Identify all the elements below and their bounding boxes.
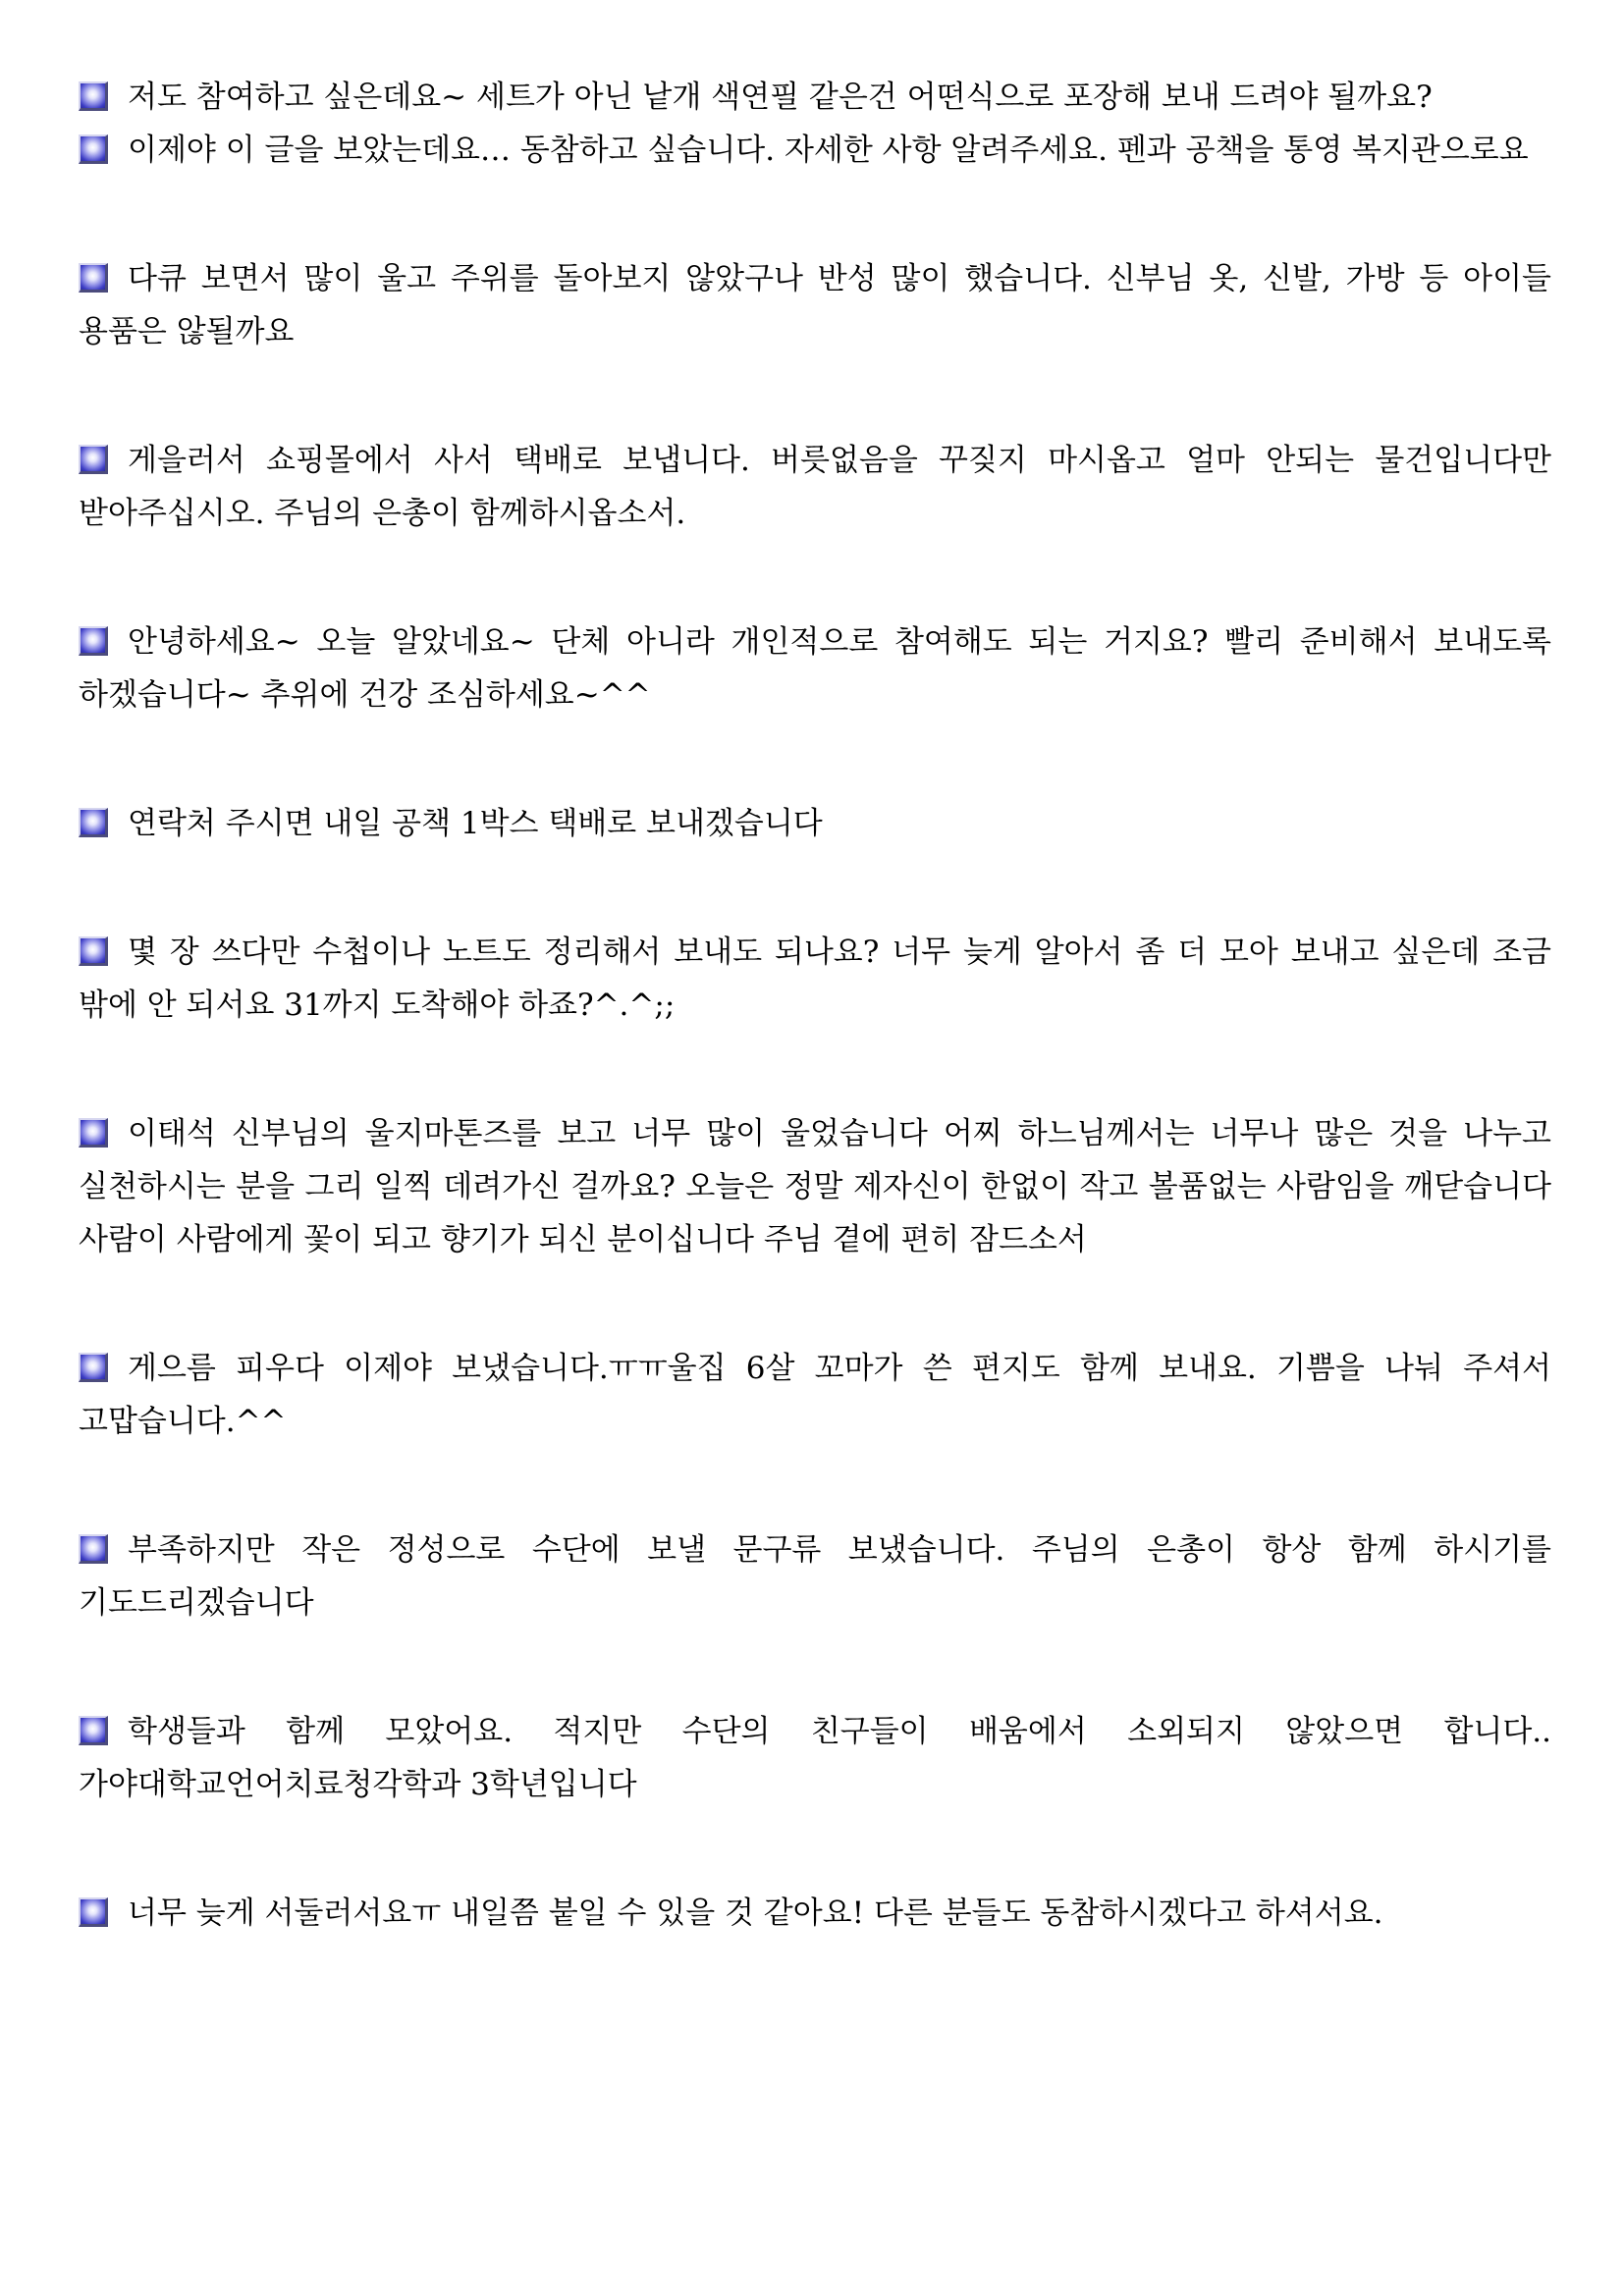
comment-item-5 (79, 615, 1551, 721)
comment-item-4 (79, 434, 1551, 540)
comment-item-6 (79, 797, 1551, 850)
comment-text: 연락처 주시면 내일 공책 1박스 택배로 보내겠습니다 (128, 806, 823, 841)
comment-item-1 (79, 71, 1551, 124)
square-bullet-icon (79, 808, 108, 837)
comment-list (79, 71, 1551, 2015)
comment-text: 안녕하세요~ 오늘 알았네요~ 단체 아니라 개인적으로 참여해도 되는 거지요? 빨리 준비해서 보내도록 하겠습니다~ 추위에 건강 조심하세요~^^ (79, 624, 1551, 713)
comment-text: 너무 늦게 서둘러서요ㅠ 내일쯤 붙일 수 있을 것 같아요! 다른 분들도 동참하시겠다고 하셔서요. (128, 1896, 1383, 1931)
square-bullet-icon (79, 626, 108, 656)
comment-text: 게으름 피우다 이제야 보냈습니다.ㅠㅠ울집 6살 꼬마가 쓴 편지도 함께 보내요. 기쁨을 나눠 주셔서 고맙습니다.^^ (79, 1351, 1551, 1439)
comment-item-10 (79, 1523, 1551, 1629)
square-bullet-icon (79, 936, 108, 966)
comment-item-11 (79, 1705, 1551, 1811)
comment-item-9 (79, 1342, 1551, 1448)
comment-item-12 (79, 1887, 1551, 1940)
comment-text: 게을러서 쇼핑몰에서 사서 택배로 보냅니다. 버릇없음을 꾸짖지 마시옵고 얼마 안되는 물건입니다만 받아주십시오. 주님의 은총이 함께하시옵소서. (79, 443, 1551, 531)
square-bullet-icon (79, 1118, 108, 1148)
square-bullet-icon (79, 1716, 108, 1745)
square-bullet-icon (79, 1353, 108, 1382)
comment-text: 이제야 이 글을 보았는데요… 동참하고 싶습니다. 자세한 사항 알려주세요. 펜과 공책을 통영 복지관으로요 (128, 133, 1529, 168)
comment-item-3 (79, 252, 1551, 358)
comment-text: 다큐 보면서 많이 울고 주위를 돌아보지 않았구나 반성 많이 했습니다. 신부님 옷, 신발, 가방 등 아이들 용품은 않될까요 (79, 261, 1551, 349)
square-bullet-icon (79, 263, 108, 293)
comment-text: 저도 참여하고 싶은데요~ 세트가 아닌 낱개 색연필 같은건 어떤식으로 포장해 보내 드려야 될까요? (128, 80, 1433, 115)
square-bullet-icon (79, 1897, 108, 1927)
comment-text: 이태석 신부님의 울지마톤즈를 보고 너무 많이 울었습니다 어찌 하느님께서는 너무나 많은 것을 나누고 실천하시는 분을 그리 일찍 데려가신 걸까요? 오늘은 정말 제자신이 한없이 작고 볼품없는 사람임을 깨닫습니다 사람이 사람에게 꽃이 되고 향기가 되신 분이십니다 주님 곁에 편히 잠드소서 (79, 1116, 1551, 1257)
square-bullet-icon (79, 81, 108, 111)
comment-item-8 (79, 1107, 1551, 1266)
square-bullet-icon (79, 1534, 108, 1564)
comment-text: 부족하지만 작은 정성으로 수단에 보낼 문구류 보냈습니다. 주님의 은총이 항상 함께 하시기를 기도드리겠습니다 (79, 1532, 1551, 1621)
square-bullet-icon (79, 445, 108, 474)
comment-item-7 (79, 926, 1551, 1032)
comment-text: 학생들과 함께 모았어요. 적지만 수단의 친구들이 배움에서 소외되지 않았으면 합니다.. 가야대학교언어치료청각학과 3학년입니다 (79, 1714, 1551, 1802)
comment-text: 몇 장 쓰다만 수첩이나 노트도 정리해서 보내도 되나요? 너무 늦게 알아서 좀 더 모아 보내고 싶은데 조금 밖에 안 되서요 31까지 도착해야 하죠?^.^;; (79, 934, 1551, 1023)
comment-item-2 (79, 124, 1551, 177)
square-bullet-icon (79, 134, 108, 164)
